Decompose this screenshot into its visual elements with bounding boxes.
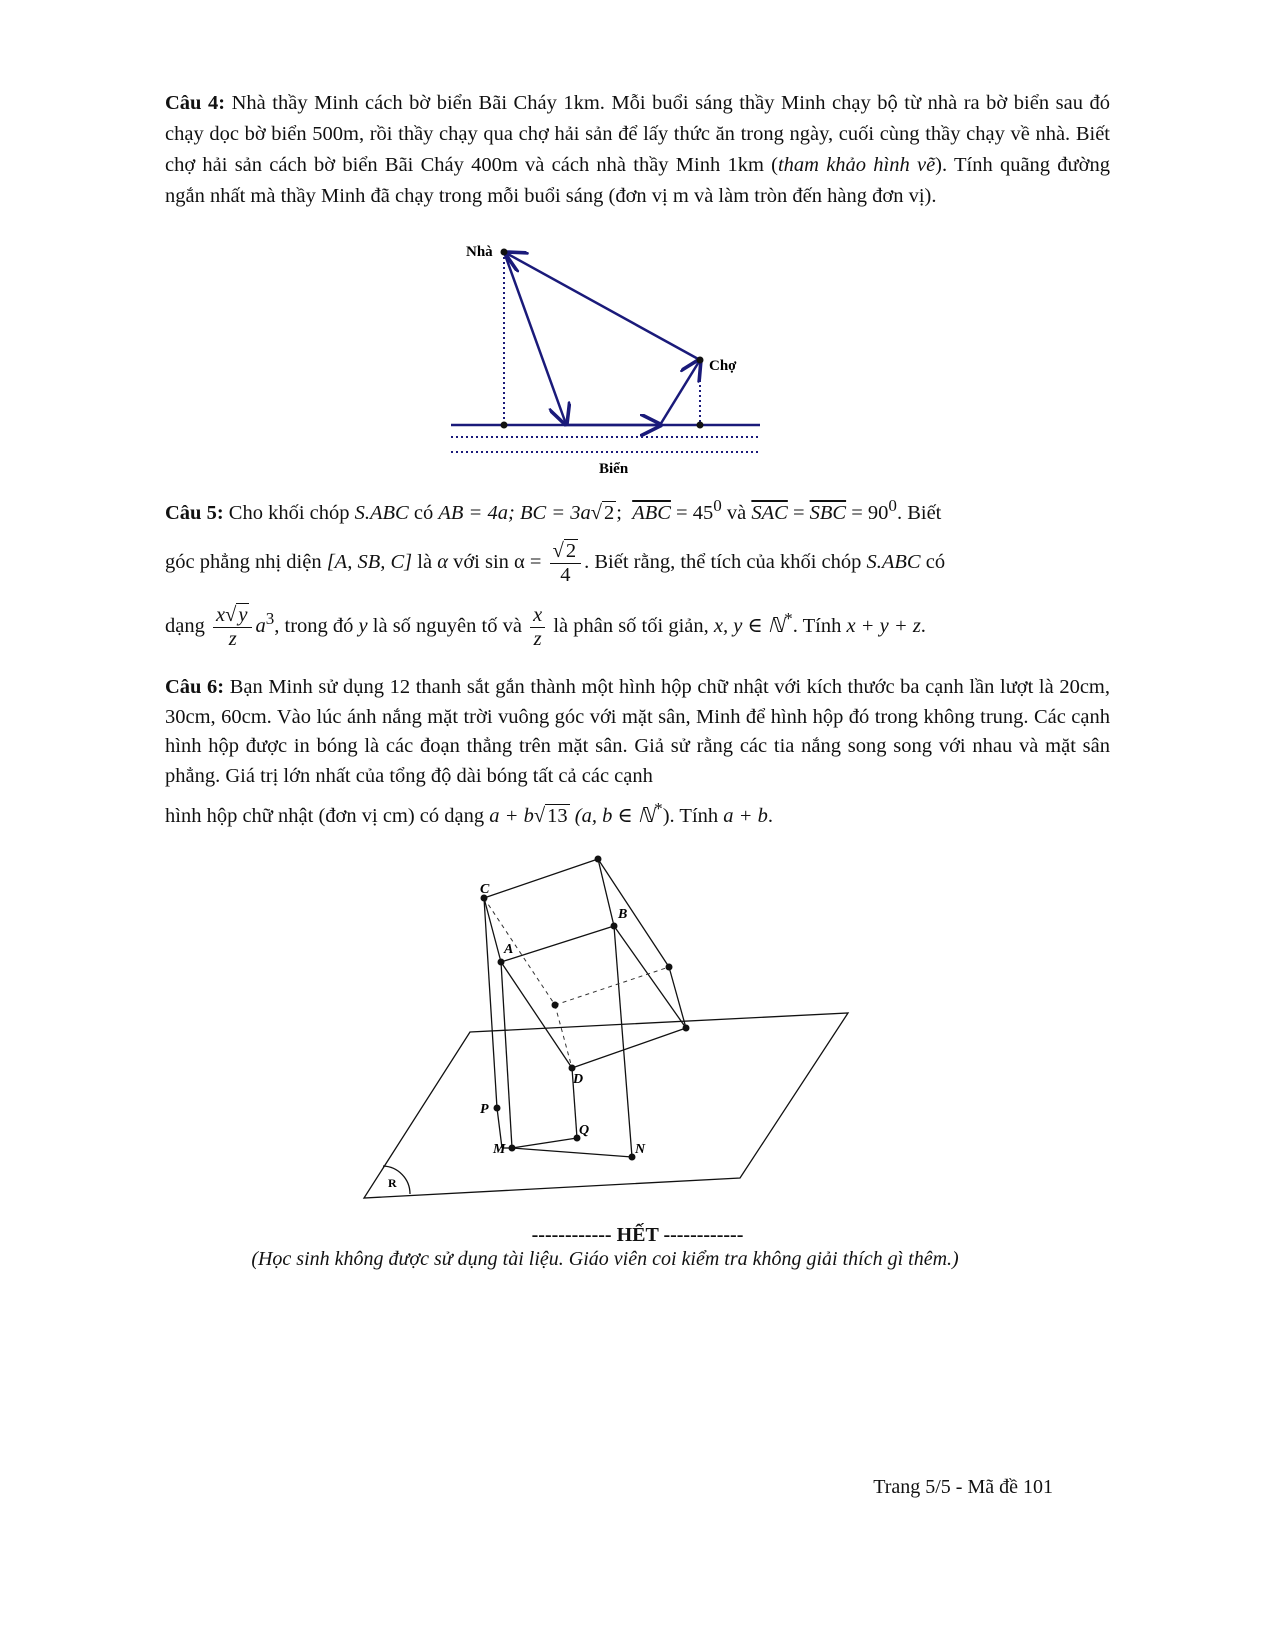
q5-text: và [721, 501, 752, 524]
label-A: A [504, 942, 514, 957]
pyramid-name: S.ABC [866, 550, 921, 573]
sea-label: Biển [599, 461, 629, 477]
question-4 [165, 88, 1110, 212]
q5-text: . Tính [792, 614, 847, 637]
pyramid-name: S.ABC [354, 501, 409, 524]
house-point [501, 249, 508, 256]
q5-text: , trong đó [274, 614, 359, 637]
q5-text: với [447, 550, 485, 573]
q5-text: = [787, 501, 810, 524]
question-5-line-2 [165, 540, 1110, 586]
a-cubed: a [255, 614, 266, 637]
volume-num-y: y [238, 604, 248, 626]
q5-text: . Biết rằng, thể tích của khối chóp [584, 550, 867, 573]
q6-label: Câu 6: [165, 676, 225, 698]
xyz-sum: x + y + z [846, 614, 921, 637]
q5-label: Câu 5: [165, 501, 224, 524]
bc-length: BC = 3a [519, 501, 591, 524]
y-var: y [358, 614, 368, 637]
q5-text: có [408, 501, 439, 524]
het-text: ------------ HẾT ------------ [531, 1224, 744, 1246]
volume-den: z [228, 627, 237, 650]
q5-text: Cho khối chóp [223, 501, 355, 524]
q4-figure [440, 238, 780, 483]
star-sup: * [654, 799, 663, 818]
q4-text-1: Nhà thầy Minh cách bờ biển Bãi Cháy 1km. Mỗi buổi sáng thầy Minh chạy bộ từ nhà ra bờ biển sau đó chạy dọc bờ biển 500m, rồi thầy chạy qua chợ hải sản để lấy thức ăn trong ngày, cuối cùng thầy chạy về nhà. Biết chợ hải sản cách bờ biển Bãi Cháy 400m và cách nhà thầy Minh 1km ( [165, 92, 1110, 176]
xz-fraction [530, 604, 545, 650]
path-house-to-shore [504, 252, 566, 424]
q5-text: góc phẳng nhị diện [165, 550, 327, 573]
q6-expression: a + b [489, 804, 534, 827]
question-6-last-line: hình hộp chữ nhật (đơn vị cm) có dạng a + b√13 (a, b ∈ ℕ*). Tính a + b. [165, 799, 773, 827]
question-6 [165, 673, 1110, 791]
label-D: D [573, 1072, 584, 1087]
degree-sup: 0 [713, 496, 722, 515]
label-B: B [618, 907, 628, 922]
right-angle-value: = 90 [846, 501, 889, 524]
frac-x: x [530, 604, 545, 628]
shore-point-1 [501, 422, 508, 429]
q6-radicand: 13 [547, 804, 568, 827]
exponent-3: 3 [265, 608, 275, 628]
end-marker [0, 1224, 1275, 1247]
label-P: P [480, 1102, 489, 1117]
bc-radicand: 2 [603, 501, 615, 524]
end-note [0, 1248, 1210, 1271]
path-shore-to-market [660, 360, 700, 425]
dihedral-angle: [A, SB, C] [326, 550, 413, 573]
q6-ab-sum: a + b [723, 804, 768, 827]
angle-sac: $\overline{SAC}$ [751, 501, 788, 524]
q6-figure [350, 845, 860, 1210]
sin-den: 4 [560, 563, 571, 586]
q6-text: Bạn Minh sử dụng 12 thanh sắt gắn thành một hình hộp chữ nhật với kích thước ba cạnh lần lượt là 20cm, 30cm, 60cm. Vào lúc ánh nắng mặt trời vuông góc với mặt sân, Minh để hình hộp đó trong không trung. Các cạnh hình hộp được in bóng là các đoạn thẳng trên mặt sân. Giả sử rằng các tia nắng song song với nhau và mặt sân phẳng. Giá trị lớn nhất của tổng độ dài bóng tất cả các cạnh [165, 676, 1110, 787]
q5-text: có [920, 550, 946, 573]
label-R: R [388, 1176, 397, 1190]
degree-sup: 0 [888, 496, 897, 515]
q4-label: Câu 4: [165, 92, 226, 114]
star-sup: * [784, 608, 793, 628]
angle-abc: $\overline{ABC}$ [632, 501, 671, 524]
ab-length: AB = 4a; [438, 501, 515, 524]
q5-text: . [920, 614, 926, 637]
q4-text-2: ). Tính quãng đường ngắn nhất mà thầy Minh đã chạy trong mỗi buổi sáng (đơn vị m và làm tròn đến hàng đơn vị). [165, 154, 1110, 207]
q5-text: là phân số tối giản, [548, 614, 714, 637]
question-5-line-1: Câu 5: Cho khối chóp S.ABC có AB = 4a; BC = 3a√2; $\overline{ABC} = 45^0$ và $\overline{SAC} = \overline{SBC} = 90^0$. Biết [165, 496, 942, 524]
q6-text: hình hộp chữ nhật (đơn vị cm) có dạng [165, 804, 490, 827]
q4-text-italic: tham khảo hình vẽ [777, 154, 936, 176]
shore-point-2 [697, 422, 704, 429]
q5-text: là số nguyên tố và [367, 614, 528, 637]
q5-text: dạng [165, 614, 210, 637]
angle-sbc: $\overline{SBC}$ [809, 501, 847, 524]
q6-text: . [767, 804, 773, 827]
q6-text: . Tính [669, 804, 724, 827]
house-label: Nhà [466, 244, 493, 260]
label-N: N [635, 1142, 646, 1157]
q6-condition: (a, b ∈ ℕ [574, 804, 655, 827]
angle-abc-value: = 45 [670, 501, 714, 524]
market-point [697, 357, 704, 364]
volume-num-x: x [215, 604, 226, 626]
sin-fraction: $\frac{√2}{4}$ [550, 540, 582, 586]
question-5-line-3 [165, 604, 1110, 650]
path-market-to-house [506, 253, 700, 360]
q5-text: là [412, 550, 438, 573]
sin-expression: sin α = [485, 550, 547, 573]
label-C: C [480, 882, 490, 897]
volume-fraction: $\frac{x√y}{z}$ [213, 604, 252, 650]
market-label: Chợ [709, 358, 737, 374]
xy-set: x, y ∈ ℕ [713, 614, 785, 637]
page-footer: Trang 5/5 - Mã đề 101 [873, 1476, 1053, 1498]
label-M: M [493, 1142, 506, 1157]
end-note-text: (Học sinh không được sử dụng tài liệu. Giáo viên coi kiểm tra không giải thích gì thêm.) [251, 1248, 959, 1270]
alpha-symbol: α [437, 550, 448, 573]
frac-z: z [533, 627, 542, 650]
q6-condition-end: ) [662, 804, 670, 827]
label-Q: Q [579, 1123, 590, 1138]
ground-plane [364, 1013, 848, 1198]
sin-num: 2 [565, 540, 577, 562]
q5-text: . Biết [896, 501, 942, 524]
